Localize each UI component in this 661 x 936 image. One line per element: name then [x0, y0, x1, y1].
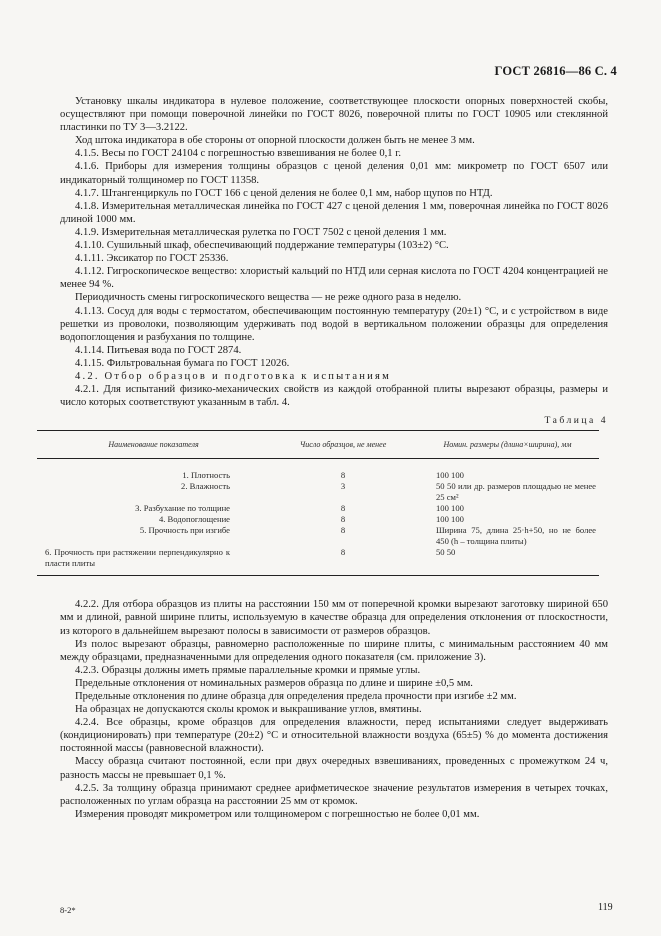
- column-header: Номин. размеры (длина×ширина), мм: [416, 431, 599, 459]
- paragraph: 4.1.10. Сушильный шкаф, обеспечивающий поддержание температуры (103±2) °С.: [75, 240, 449, 252]
- table-row: [37, 547, 599, 576]
- section-heading: 4.2. Отбор образцов и подготовка к испытаниям: [75, 370, 392, 382]
- paragraph: Измерения проводят микрометром или толщиномером с погрешностью не более 0,01 мм.: [75, 808, 480, 820]
- table-header-row: [37, 431, 599, 459]
- paragraph: Предельные отклонения от номинальных размеров образца по длине и ширине ±0,5 мм.: [75, 677, 473, 689]
- paragraph: 4.2.3. Образцы должны иметь прямые параллельные кромки и прямые углы.: [75, 664, 421, 676]
- paragraph: 4.1.6. Приборы для измерения толщины образцов с ценой деления 0,01 мм: микрометр по ГОСТ 6507 или индикаторный толщиномер по ГОСТ 11358.: [60, 161, 608, 186]
- paragraph: 4.2.4. Все образцы, кроме образцов для определения влажности, перед испытаниями следует выдерживать (кондиционировать) при температуре (20±2) °С и относительной влажности воздуха (65±5) % до момента достижения постоянной массы (равновесной влажности).: [60, 717, 608, 755]
- page-header: ГОСТ 26816—86 С. 4: [494, 64, 617, 78]
- table-row: [37, 503, 599, 514]
- cell-size: 100 100: [436, 470, 464, 481]
- cell-size: 100 100: [436, 503, 464, 514]
- cell-size: 50 50: [416, 547, 599, 576]
- paragraph: 4.2.5. За толщину образца принимают среднее арифметическое значение результатов измерения в четырех точках, расположенных по углам образца на расстоянии 25 мм от кромок.: [60, 782, 608, 807]
- cell-count: 8: [340, 470, 346, 481]
- paragraph: 4.1.12. Гигроскопическое вещество: хлористый кальций по НТД или серная кислота по ГОСТ 4204 концентрацией не менее 94 %.: [60, 266, 608, 291]
- paragraph: 4.2.1. Для испытаний физико-механических свойств из каждой отобранной плиты вырезают образцы, размеры и число которых соответствуют указанным в табл. 4.: [60, 384, 608, 409]
- paragraph: Массу образца считают постоянной, если при двух очередных взвешиваниях, проведенных с промежутком 24 ч, разность массы не превышает 0,1 %.: [60, 756, 608, 781]
- cell-count: 3: [340, 481, 346, 492]
- paragraph: Установку шкалы индикатора в нулевое положение, соответствующее плоскости опорных поверхностей скобы, осуществляют при помощи поверочной линейки по ГОСТ 8026, поверочной плиты по ГОСТ 10905 или стеклянной пластинки по ТУ 3—3.2122.: [60, 96, 608, 134]
- paragraph: 4.1.8. Измерительная металлическая линейка по ГОСТ 427 с ценой деления 1 мм, поверочная линейка по ГОСТ 8026 длиной 1000 мм.: [60, 200, 608, 225]
- paragraph: 4.1.5. Весы по ГОСТ 24104 с погрешностью взвешивания не более 0,1 г.: [75, 148, 402, 160]
- cell-indicator: 3. Разбухание по толщине: [135, 503, 230, 514]
- paragraph: 4.1.15. Фильтровальная бумага по ГОСТ 12026.: [75, 357, 290, 369]
- paragraph: 4.2.2. Для отбора образцов из плиты на расстоянии 150 мм от поперечной кромки вырезают заготовку шириной 650 мм и длиной, равной ширине плиты, используемую в качестве образца для определения отклонения от плоскостности, из которого в дальнейшем вырезают полосы в зависимости от размеров образцов.: [60, 599, 608, 637]
- paragraph: Предельные отклонения по длине образца для определения предела прочности при изгибе ±2 мм.: [75, 691, 517, 702]
- cell-count: 8: [340, 503, 346, 514]
- paragraph: 4.1.9. Измерительная металлическая рулетка по ГОСТ 7502 с ценой деления 1 мм.: [75, 226, 447, 238]
- table-row: [37, 514, 599, 525]
- table-4: [37, 430, 599, 576]
- table-caption: Таблица 4: [544, 415, 608, 427]
- cell-count: 8: [270, 547, 416, 576]
- column-header: Число образцов, не менее: [270, 431, 416, 459]
- paragraph: 4.1.7. Штангенциркуль по ГОСТ 166 с ценой деления не более 0,1 мм, набор щупов по НТД.: [75, 187, 493, 199]
- page-number: 119: [598, 902, 613, 913]
- cell-size: 100 100: [436, 514, 464, 525]
- paragraph: Из полос вырезают образцы, равномерно расположенные по ширине плиты, с минимальным расстоянием 40 мм между образцами, предназначенными для определения одного показателя (см. приложение 3).: [60, 638, 608, 663]
- paragraph: 4.1.13. Сосуд для воды с термостатом, обеспечивающим постоянную температуру (20±1) °С, и с устройством в виде решетки из проволоки, позволяющим удерживать под водой в вертикальном положении образцы для определения водопоглощения и разбухания по толщине.: [60, 305, 608, 343]
- table-row: [37, 459, 599, 482]
- cell-indicator: 1. Плотность: [182, 470, 230, 481]
- cell-indicator: 5. Прочность при изгибе: [139, 525, 230, 536]
- cell-indicator: 6. Прочность при растяжении перпендикулярно к пласти плиты: [37, 547, 270, 576]
- cell-indicator: 2. Влажность: [181, 481, 230, 492]
- footer-sheet-mark: 8-2*: [60, 905, 76, 915]
- cell-count: 8: [340, 514, 346, 525]
- cell-size: 50 50 или др. размеров площадью не менее 25 см²: [436, 481, 596, 503]
- paragraph: 4.1.14. Питьевая вода по ГОСТ 2874.: [75, 344, 242, 356]
- paragraph: На образцах не допускаются сколы кромок и выкрашивание углов, вмятины.: [75, 704, 422, 716]
- column-header: Наименование показателя: [37, 431, 270, 459]
- paragraph: Периодичность смены гигроскопического вещества — не реже одного раза в неделю.: [75, 292, 462, 304]
- document-body: [45, 95, 608, 821]
- paragraph: 4.1.11. Эксикатор по ГОСТ 25336.: [75, 253, 229, 265]
- cell-size: Ширина 75, длина 25·h+50, но не более 450 (h – толщина плиты): [436, 525, 596, 547]
- table-row: [37, 525, 599, 547]
- section-bottom: [60, 598, 608, 821]
- cell-indicator: 4. Водопоглощение: [158, 514, 230, 525]
- section-top: [60, 95, 608, 409]
- table-row: [37, 481, 599, 503]
- cell-count: 8: [340, 525, 346, 536]
- paragraph: Ход штока индикатора в обе стороны от опорной плоскости должен быть не менее 3 мм.: [75, 135, 475, 147]
